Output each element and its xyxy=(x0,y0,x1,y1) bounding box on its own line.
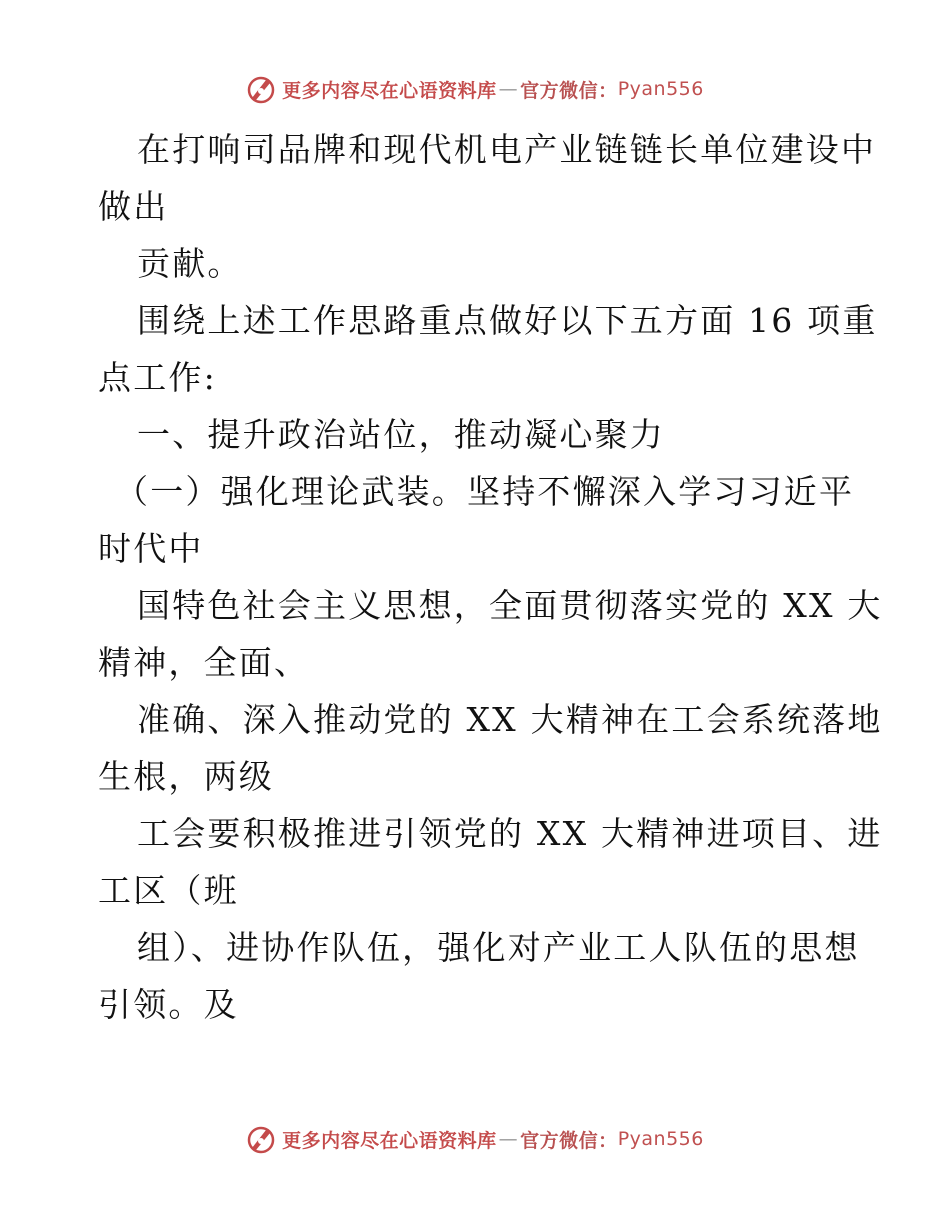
text-line: 做出 xyxy=(98,187,169,226)
text-line: 在打响司品牌和现代机电产业链链长单位建设中 xyxy=(137,130,877,169)
footer-banner xyxy=(0,1124,950,1154)
text-line: 围绕上述工作思路重点做好以下五方面 16 项重 xyxy=(137,301,878,340)
text-line: （一）强化理论武装。坚持不懈深入学习习近平 xyxy=(115,472,855,511)
text-line: 工区（班 xyxy=(98,871,239,910)
site-name: 更多内容尽在心语资料库 xyxy=(282,1129,497,1152)
text-line: 精神，全面、 xyxy=(98,643,310,682)
text-line: 组）、进协作队伍，强化对产业工人队伍的思想 xyxy=(137,928,860,967)
wechat-account: Pyan556 xyxy=(617,1128,704,1150)
text-line: 国特色社会主义思想，全面贯彻落实党的 XX 大 xyxy=(137,586,883,625)
header-banner xyxy=(0,74,950,104)
text-line: 引领。及 xyxy=(98,985,239,1024)
wechat-label: 官方微信： xyxy=(520,1129,618,1152)
site-name: 更多内容尽在心语资料库 xyxy=(282,79,497,102)
quill-logo-icon xyxy=(246,74,276,104)
text-line: 点工作: xyxy=(98,358,217,397)
separator: — xyxy=(498,78,519,100)
text-line: 准确、深入推动党的 XX 大精神在工会系统落地 xyxy=(137,700,883,739)
wechat-label: 官方微信： xyxy=(520,79,618,102)
text-line: 时代中 xyxy=(98,529,204,568)
wechat-account: Pyan556 xyxy=(617,78,704,100)
text-line: 生根，两级 xyxy=(98,757,274,796)
quill-logo-icon xyxy=(246,1124,276,1154)
separator: — xyxy=(498,1128,519,1150)
section-heading: 一、提升政治站位，推动凝心聚力 xyxy=(137,415,665,454)
text-line: 贡献。 xyxy=(137,244,243,283)
text-line: 工会要积极推进引领党的 XX 大精神进项目、进 xyxy=(137,814,883,853)
